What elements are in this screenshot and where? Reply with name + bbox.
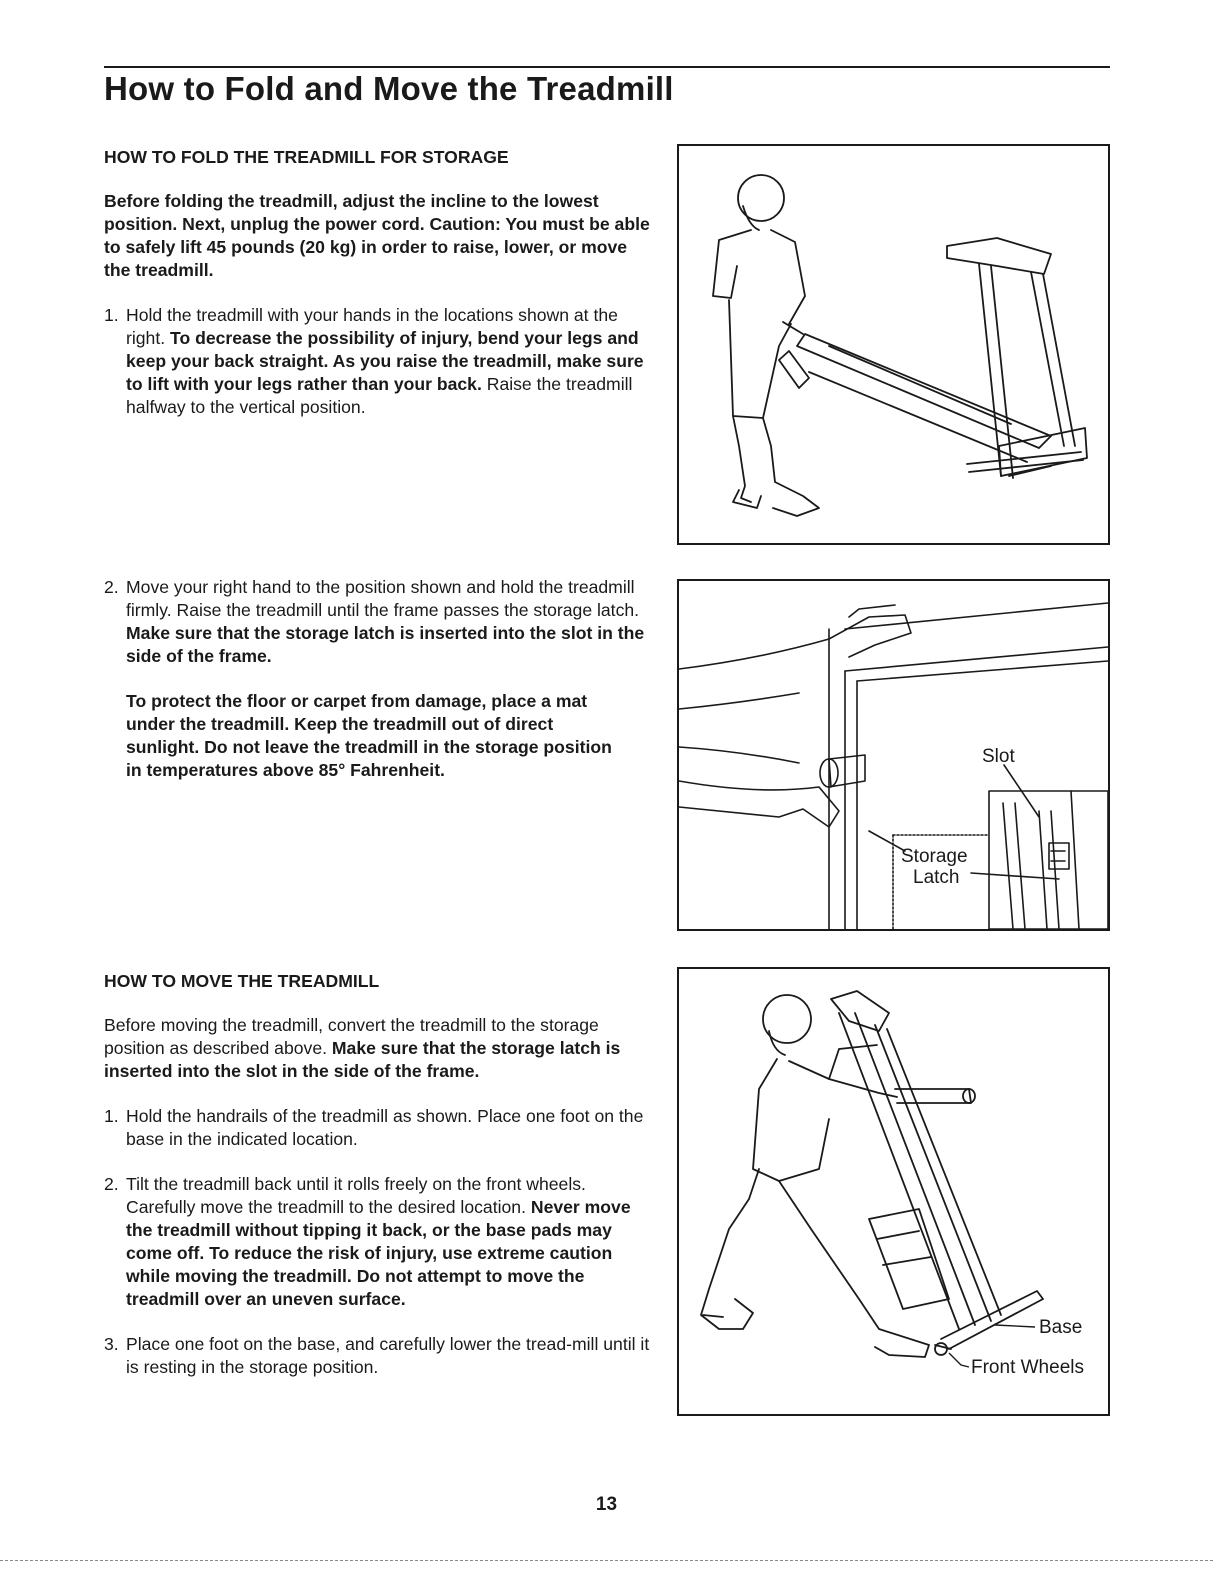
lifting-illustration	[679, 146, 1108, 543]
move-step-1	[104, 1105, 652, 1151]
step-text-bold: Never move the treadmill without tipping it back, or the base pads may come off. To reduce the risk of injury, use extreme caution while moving the treadmill. Do not attempt to move the treadmill over an uneven surface.	[126, 1197, 631, 1309]
fold-section	[104, 146, 652, 419]
move-section	[104, 970, 652, 1379]
base-label: Base	[1039, 1317, 1083, 1338]
latch-label: Latch	[913, 867, 960, 888]
fold-heading: HOW TO FOLD THE TREADMILL FOR STORAGE	[104, 147, 509, 167]
step-text: Hold the treadmill with your hands in the locations shown at the right.	[126, 305, 618, 348]
step-text: Tilt the treadmill back until it rolls freely on the front wheels. Carefully move the treadmill to the desired location.	[126, 1174, 586, 1217]
move-heading: HOW TO MOVE THE TREADMILL	[104, 971, 380, 991]
slot-label: Slot	[982, 746, 1015, 767]
intro-text-bold: Make sure that the storage latch is inserted into the slot in the side of the frame.	[104, 1038, 621, 1081]
step-number: 1.	[104, 1106, 119, 1126]
fold-step-2	[104, 576, 652, 668]
step-number: 2.	[104, 577, 119, 597]
title-rule	[104, 66, 1110, 68]
bottom-dashed-rule	[0, 1560, 1213, 1561]
fold-warning: To protect the floor or carpet from damage, place a mat under the treadmill. Keep the treadmill out of direct sunlight. Do not leave the treadmill in the storage position in temperatures above 85° Fahrenheit.	[126, 691, 612, 780]
fold-intro: Before folding the treadmill, adjust the incline to the lowest position. Next, unplug the power cord. Caution: You must be able to safely lift 45 pounds (20 kg) in order to raise, lower, or move the treadmill.	[104, 191, 650, 280]
step-number: 1.	[104, 305, 119, 325]
step-number: 3.	[104, 1334, 119, 1354]
moving-illustration	[679, 969, 1108, 1414]
page-title: How to Fold and Move the Treadmill	[104, 70, 674, 107]
move-step-3	[104, 1333, 652, 1379]
front-wheels-label: Front Wheels	[971, 1357, 1084, 1378]
move-step-2	[104, 1173, 652, 1311]
intro-text: Before moving the treadmill, convert the treadmill to the storage position as described above.	[104, 1015, 599, 1058]
step-text: Hold the handrails of the treadmill as shown. Place one foot on the base in the indicated location.	[126, 1106, 644, 1149]
step-text: Move your right hand to the position shown and hold the treadmill firmly. Raise the treadmill until the frame passes the storage latch.	[126, 577, 640, 620]
step-number: 2.	[104, 1174, 119, 1194]
figure-moving-treadmill	[677, 967, 1110, 1416]
step-text: Place one foot on the base, and carefully lower the tread-mill until it is resting in the storage position.	[126, 1334, 650, 1377]
step-text: Raise the treadmill halfway to the vertical position.	[126, 374, 633, 417]
figure-lifting-treadmill	[677, 144, 1110, 545]
move-intro	[104, 1014, 652, 1083]
fold-step-1	[104, 304, 652, 419]
step-text-bold: Make sure that the storage latch is inserted into the slot in the side of the frame.	[126, 623, 645, 666]
storage-latch-illustration	[679, 581, 1108, 929]
step-text-bold: To decrease the possibility of injury, bend your legs and keep your back straight. As you raise the treadmill, make sure to lift with your legs rather than your back.	[126, 328, 644, 394]
storage-label: Storage	[901, 846, 968, 867]
fold-section-continued	[104, 576, 652, 782]
figure-storage-latch	[677, 579, 1110, 931]
page-number: 13	[595, 1494, 618, 1515]
